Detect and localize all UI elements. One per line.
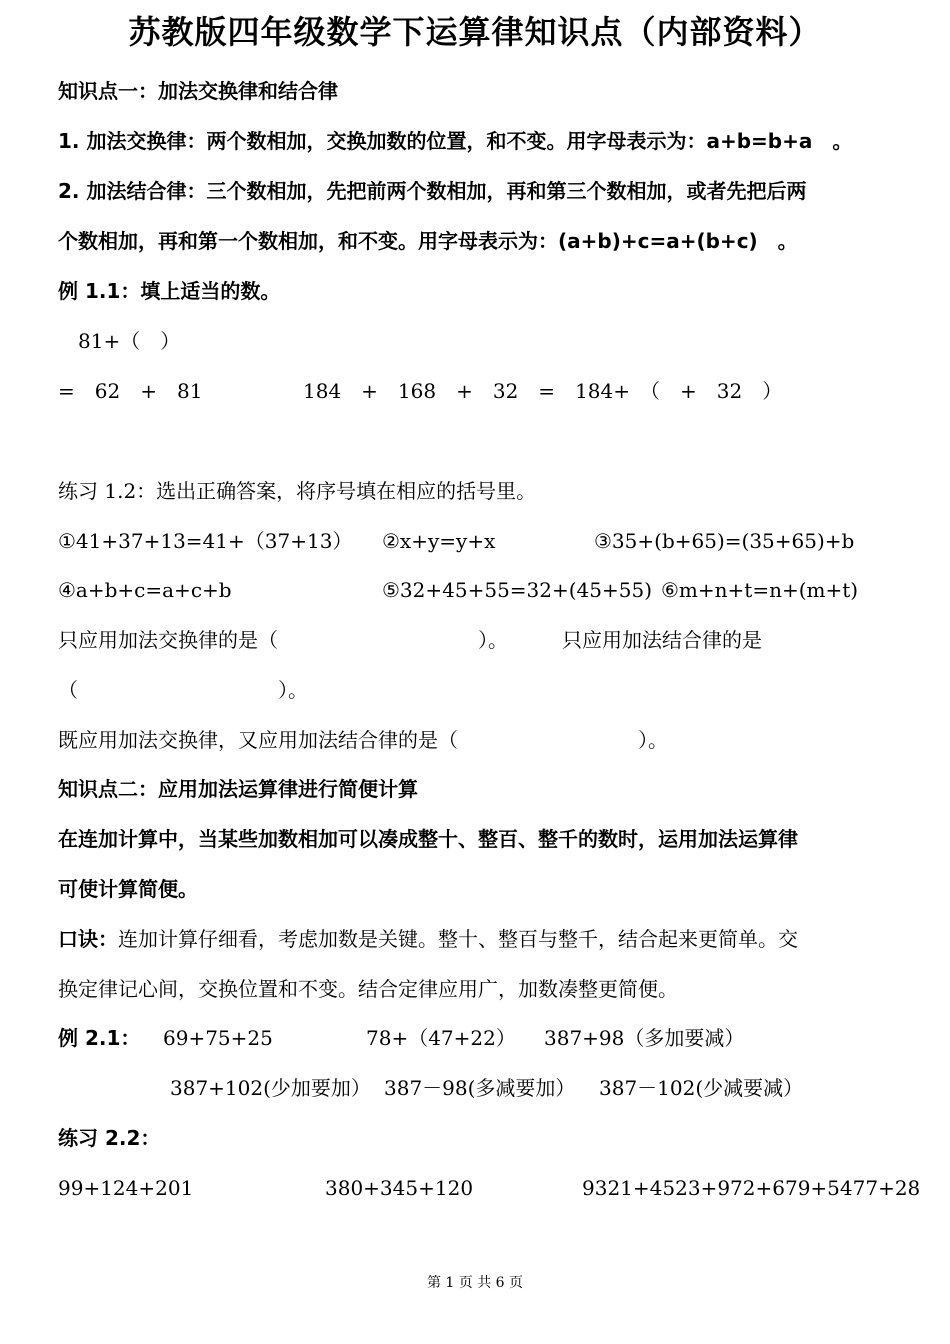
practice-2-2-item: 380+345+120 xyxy=(325,1176,474,1200)
rule-associative-line1: 2. 加法结合律：三个数相加，先把前两个数相加，再和第三个数相加，或者先把后两 xyxy=(58,179,807,203)
question-both-laws: 既应用加法交换律，又应用加法结合律的是（ ）。 xyxy=(58,728,668,752)
question-associative-only: 只应用加法结合律的是 xyxy=(562,628,762,652)
question-commutative-only: 只应用加法交换律的是（ ）。 xyxy=(58,628,508,652)
mnemonic-text: 连加计算仔细看，考虑加数是关键。整十、整百与整千，结合起来更简单。交 xyxy=(118,927,798,951)
practice-1-2-option: ②x+y=y+x xyxy=(382,529,496,553)
page-footer: 第 1 页 共 6 页 xyxy=(426,1275,524,1291)
practice-1-2-option: ⑤32+45+55=32+(45+55) xyxy=(382,578,653,602)
example-2-1-item: 78+（47+22） xyxy=(366,1026,516,1050)
example-2-1-item: 387+102(少加要加） xyxy=(170,1076,371,1100)
example-1-1-b: 184 + 168 + 32 = 184+ （ + 32 ） xyxy=(303,379,783,403)
section2-desc-line1: 在连加计算中，当某些加数相加可以凑成整十、整百、整千的数时，运用加法运算律 xyxy=(58,827,798,851)
practice-1-2-option: ③35+(b+65)=(35+65)+b xyxy=(594,529,855,553)
example-2-1-item: 387－102(少减要减） xyxy=(599,1076,804,1100)
mnemonic-line2: 换定律记心间，交换位置和不变。结合定律应用广，加数凑整更简便。 xyxy=(58,977,678,1001)
document-title: 苏教版四年级数学下运算律知识点（内部资料） xyxy=(128,13,822,51)
example-2-1-label: 例 2.1： xyxy=(58,1026,141,1050)
practice-1-2-label: 练习 1.2：选出正确答案，将序号填在相应的括号里。 xyxy=(58,479,537,503)
section2-desc-line2: 可使计算简便。 xyxy=(58,877,198,901)
example-1-1-a-line2: = 62 + 81 xyxy=(58,379,203,403)
practice-2-2-label: 练习 2.2： xyxy=(58,1126,161,1150)
section1-heading: 知识点一：加法交换律和结合律 xyxy=(58,79,338,103)
practice-1-2-option: ⑥m+n+t=n+(m+t) xyxy=(661,578,859,602)
example-1-1-a-line1: 81+（ ） xyxy=(78,329,181,353)
rule-commutative: 1. 加法交换律：两个数相加，交换加数的位置，和不变。用字母表示为：a+b=b+a 。 xyxy=(58,129,853,153)
question-associative-only-paren: （ ）。 xyxy=(58,678,308,702)
mnemonic-label: 口诀： xyxy=(58,927,118,951)
section2-heading: 知识点二：应用加法运算律进行简便计算 xyxy=(58,777,418,801)
practice-2-2-item: 99+124+201 xyxy=(58,1176,194,1200)
mnemonic-line1 xyxy=(58,927,798,951)
practice-2-2-item: 9321+4523+972+679+5477+28 xyxy=(582,1176,921,1200)
example-2-1-item: 69+75+25 xyxy=(163,1026,273,1050)
practice-1-2-option: ④a+b+c=a+c+b xyxy=(58,578,232,602)
practice-1-2-option: ①41+37+13=41+（37+13） xyxy=(58,529,353,553)
example-2-1-item: 387+98（多加要减） xyxy=(544,1026,745,1050)
rule-associative-line2: 个数相加，再和第一个数相加，和不变。用字母表示为：(a+b)+c=a+(b+c) 。 xyxy=(58,229,798,253)
example-2-1-item: 387－98(多减要加） xyxy=(384,1076,576,1100)
example-1-1-label: 例 1.1：填上适当的数。 xyxy=(58,279,281,303)
